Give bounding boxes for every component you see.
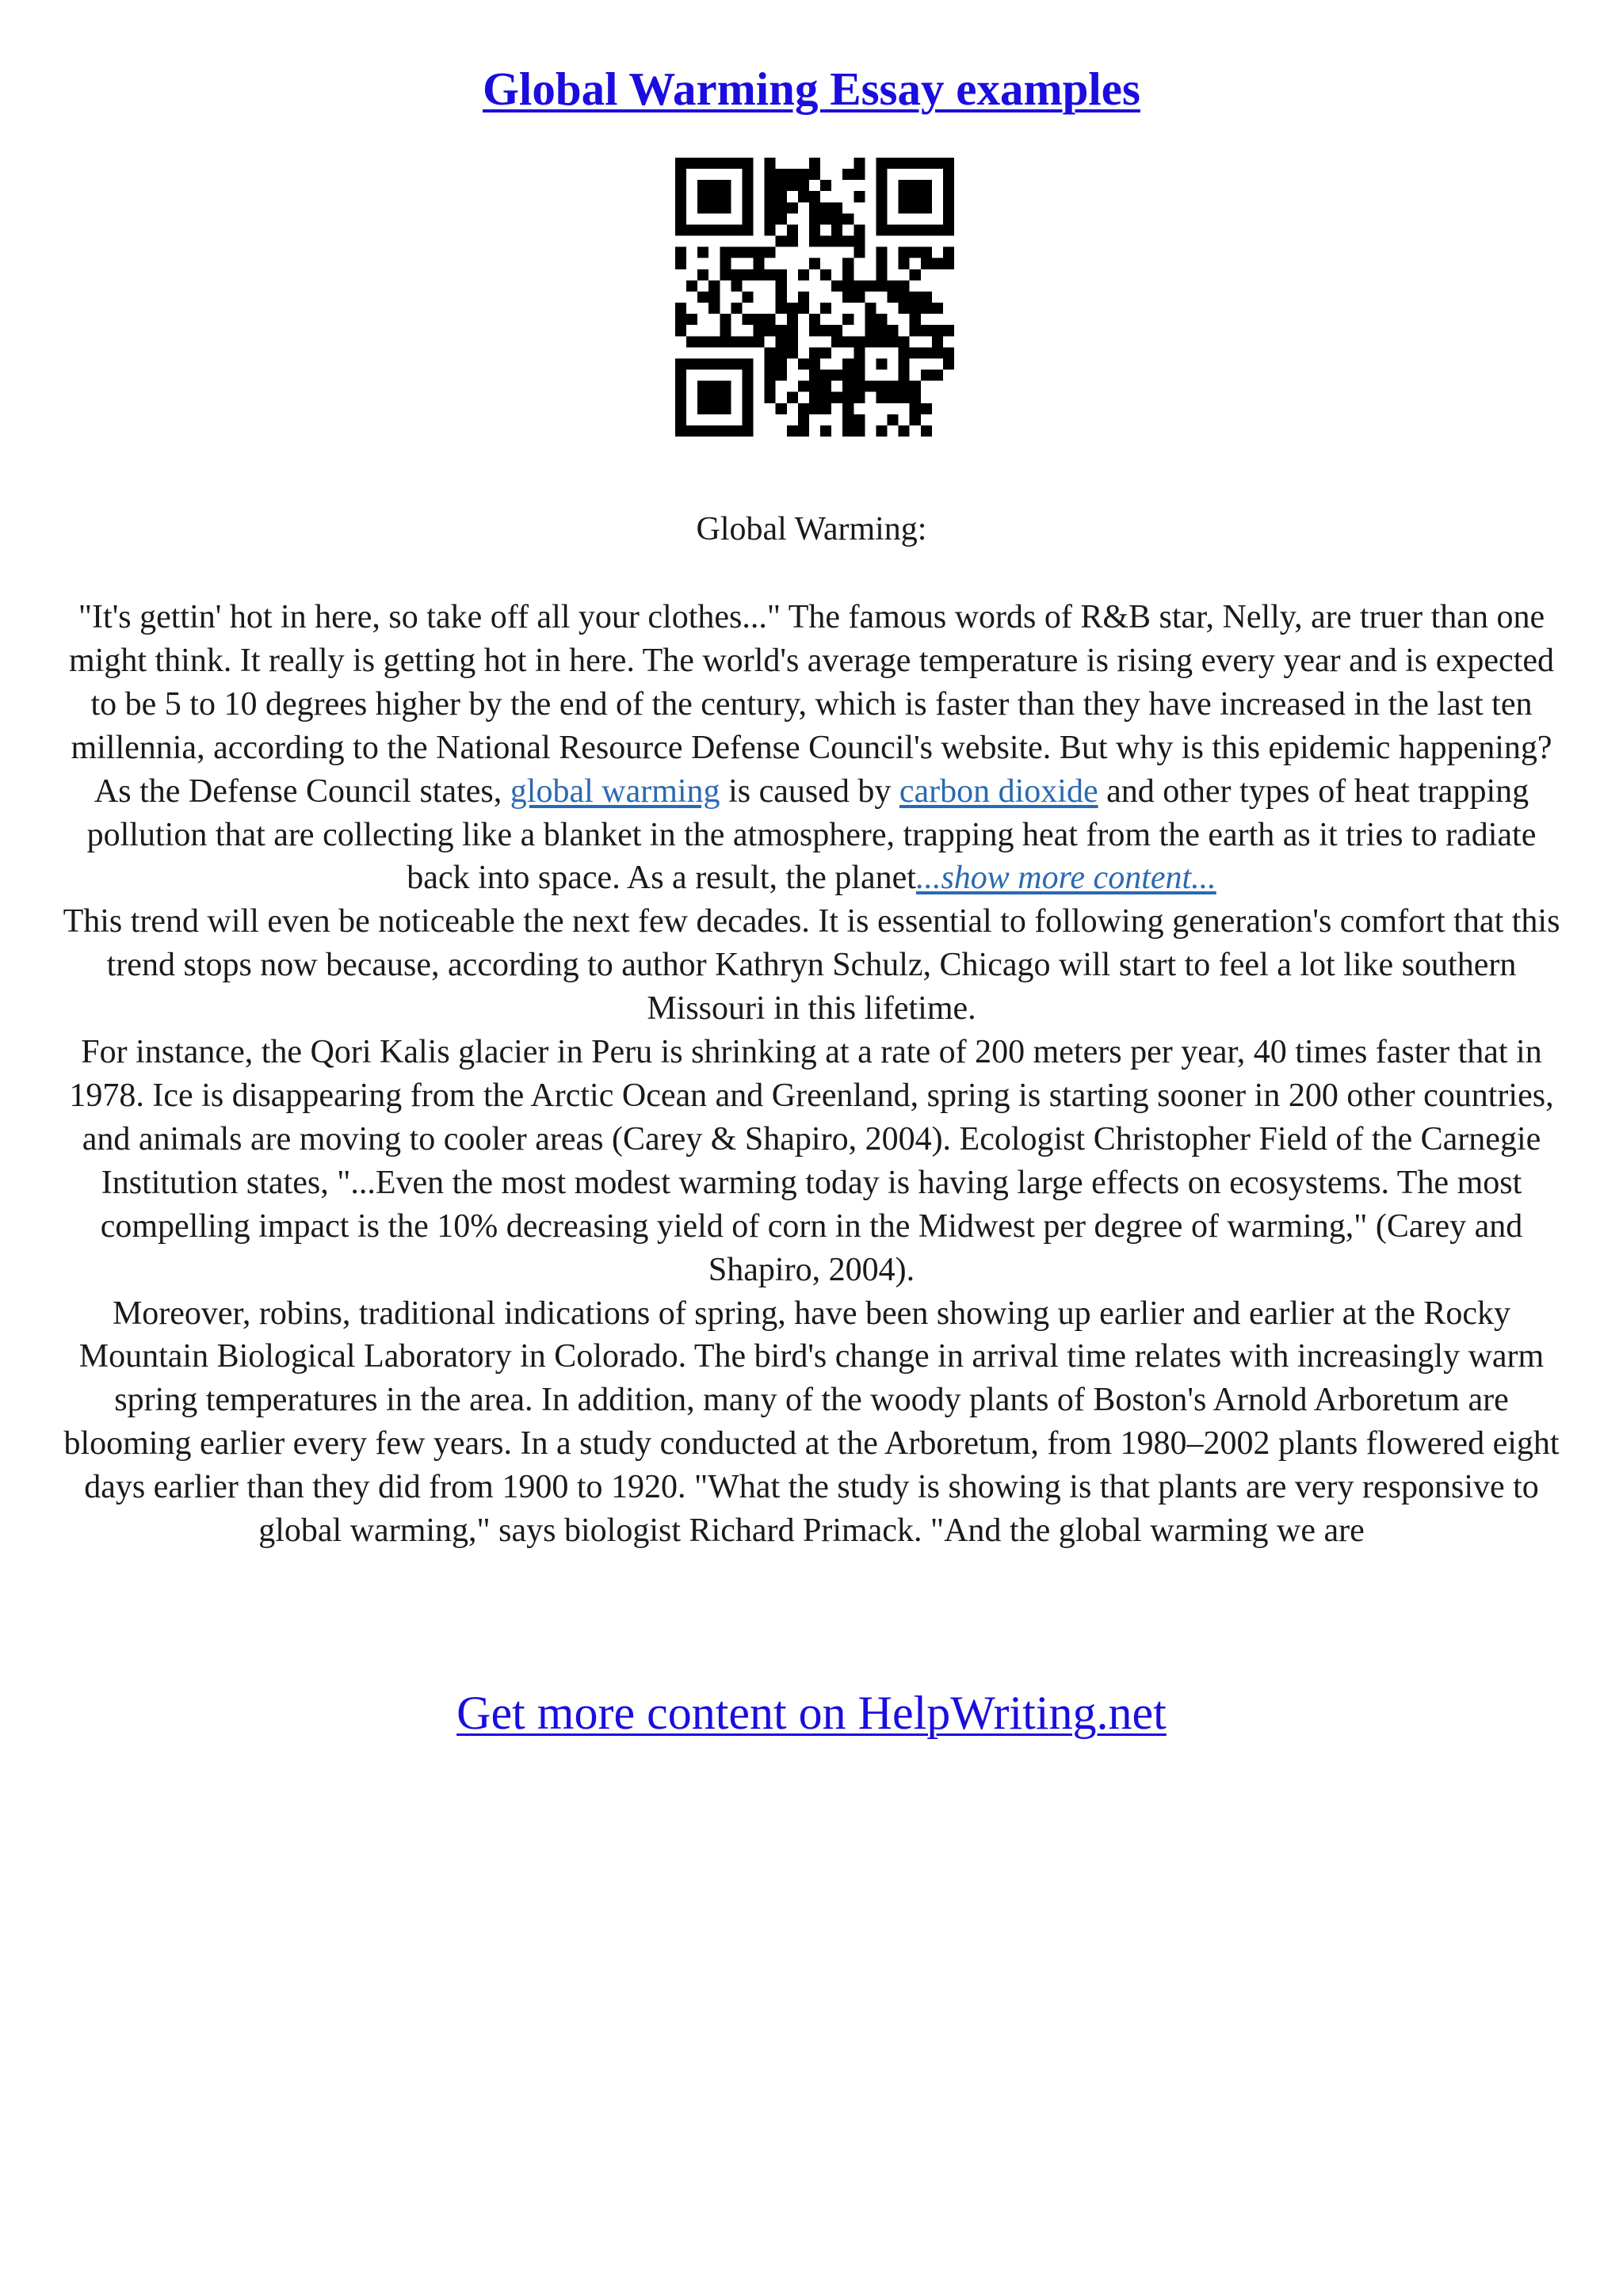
- paragraph-intro-text-1: "It's gettin' hot in here, so take off all your clothes..." The famous words of R&B star, Nelly, are truer than one might think. It really is getting hot in here. The world's average temperature is rising every year and is expected to be 5 to 10 degrees higher by the end of the century, which is faster than they have increased in the last ten millennia, according to the National Resource Defense Council's website. But why is this epidemic happening? As the Defense Council states,: [68, 599, 1555, 810]
- carbon-dioxide-link[interactable]: carbon dioxide: [899, 772, 1098, 810]
- page-title: [0, 57, 1623, 120]
- show-more-link[interactable]: ...show more content...: [915, 860, 1216, 897]
- essay-heading: Global Warming:: [696, 511, 927, 547]
- paragraph-intro: [57, 596, 1566, 900]
- paragraph-instance: For instance, the Qori Kalis glacier in Peru is shrinking at a rate of 200 meters per year, 40 times faster that in 1978. Ice is disappearing from the Arctic Ocean and Greenland, spring is starting sooner in 200 other countries, and animals are moving to cooler areas (Carey & Shapiro, 2004). Ecologist Christopher Field of the Carnegie Institution states, "...Even the most modest warming today is having large effects on ecosystems. The most compelling impact is the 10% decreasing yield of corn in the Midwest per degree of warming," (Carey and Shapiro, 2004).: [69, 1034, 1554, 1288]
- global-warming-link[interactable]: global warming: [510, 772, 720, 810]
- title-link[interactable]: Global Warming Essay examples: [483, 63, 1140, 115]
- footer: [0, 1681, 1623, 1745]
- essay-body: [57, 596, 1566, 1553]
- paragraph-trend: This trend will even be noticeable the next few decades. It is essential to following generation's comfort that this trend stops now because, according to author Kathryn Schulz, Chicago will start to feel a lot like southern Missouri in this lifetime.: [63, 903, 1560, 1028]
- paragraph-intro-text-2: is caused by: [720, 772, 899, 810]
- qr-code-icon: [675, 158, 954, 437]
- paragraph-moreover: Moreover, robins, traditional indications of spring, have been showing up earlier and earlier at the Rocky Mountain Biological Laboratory in Colorado. The bird's change in arrival time relates with increasingly warm spring temperatures in the area. In addition, many of the woody plants of Boston's Arnold Arboretum are blooming earlier every few years. In a study conducted at the Arboretum, from 1980–2002 plants flowered eight days earlier than they did from 1900 to 1920. "What the study is showing is that plants are very responsive to global warming," says biologist Richard Primack. "And the global warming we are: [63, 1295, 1560, 1550]
- paragraph-intro-text-3: and other types of heat trapping pollution that are collecting like a blanket in the atmosphere, trapping heat from the earth as it tries to radiate back into space. As a result, the planet: [86, 772, 1537, 897]
- helpwriting-link[interactable]: Get more content on HelpWriting.net: [456, 1687, 1167, 1739]
